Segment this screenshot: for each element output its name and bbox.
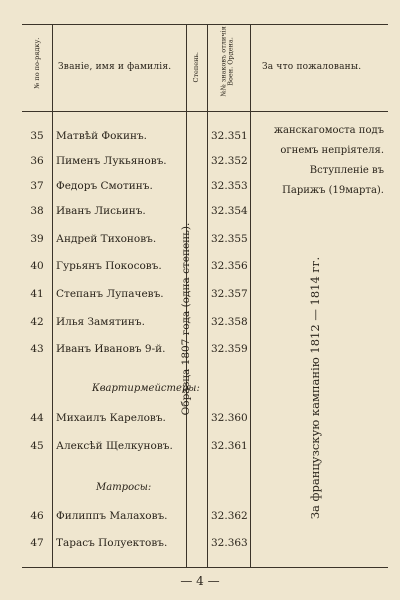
row-name: Тарасъ Полуектовъ. [56,537,168,549]
row-number: 47 [30,537,44,549]
table-row [0,408,400,428]
row-number: 39 [30,233,44,245]
row-name: Андрей Тихоновъ. [56,233,157,245]
row-name: Иванъ Ивановъ 9-й. [56,343,166,355]
row-number: 36 [30,155,44,167]
row-order-number: 32.360 [211,412,248,424]
row-name: Федоръ Смотинъ. [56,180,153,192]
table-row [0,506,400,526]
page-number: — 4 — [180,574,220,588]
row-name: Гурьянъ Покосовъ. [56,260,162,272]
header-number: № по по-рядку. [32,37,41,89]
row-order-number: 32.353 [211,180,248,192]
header-reason: За что пожалованы. [262,62,362,72]
table-row [0,256,400,276]
header-order-numbers: №№ знаковъ отличія Воен. Ордена. [219,26,235,97]
row-order-number: 32.362 [211,510,248,522]
header-name: Званіе, имя и фамилія. [58,62,172,72]
row-order-number: 32.354 [211,205,248,217]
row-number: 46 [30,510,44,522]
row-number: 41 [30,288,44,300]
row-name: Илья Замятинъ. [56,316,145,328]
row-order-number: 32.352 [211,155,248,167]
reason-line-2: огнемъ непріятеля. [280,145,384,156]
table-row [0,533,400,553]
row-order-number: 32.357 [211,288,248,300]
row-order-number: 32.355 [211,233,248,245]
degree-vertical-text: Образца 1807 года (одна степень). [180,222,192,416]
row-name: Михаилъ Кареловъ. [56,412,166,424]
reason-vertical-text: За французскую кампанію 1812 — 1814 гг. [308,256,322,520]
row-name: Филиппъ Малаховъ. [56,510,168,522]
table-row [0,284,400,304]
table-row [0,201,400,221]
section-heading-quartermasters: Квартирмейстеры: [92,383,200,394]
row-number: 37 [30,180,44,192]
header-top-rule [22,24,388,25]
row-number: 44 [30,412,44,424]
table-row [0,436,400,456]
table-row [0,312,400,332]
row-order-number: 32.358 [211,316,248,328]
header-bottom-rule [22,111,388,112]
row-number: 35 [30,130,44,142]
table-row [0,229,400,249]
row-order-number: 32.361 [211,440,248,452]
row-name: Матвѣй Фокинъ. [56,130,148,142]
row-order-number: 32.363 [211,537,248,549]
row-name: Иванъ Лисьинъ. [56,205,146,217]
header-degree: Степень. [191,51,200,83]
table-bottom-rule [22,567,388,568]
row-name: Пименъ Лукьяновъ. [56,155,167,167]
row-order-number: 32.351 [211,130,248,142]
row-name: Степанъ Лупачевъ. [56,288,164,300]
table-row [0,339,400,359]
row-number: 40 [30,260,44,272]
row-order-number: 32.359 [211,343,248,355]
row-number: 45 [30,440,44,452]
row-number: 38 [30,205,44,217]
row-name: Алексѣй Щелкуновъ. [56,440,173,452]
row-number: 43 [30,343,44,355]
section-heading-sailors: Матросы: [96,482,152,493]
reason-line-3: Вступленіе въ [309,165,384,176]
row-number: 42 [30,316,44,328]
row-order-number: 32.356 [211,260,248,272]
reason-line-4: Парижъ (19марта). [282,185,384,196]
reason-line-1: жанскагомоста подъ [273,125,384,136]
